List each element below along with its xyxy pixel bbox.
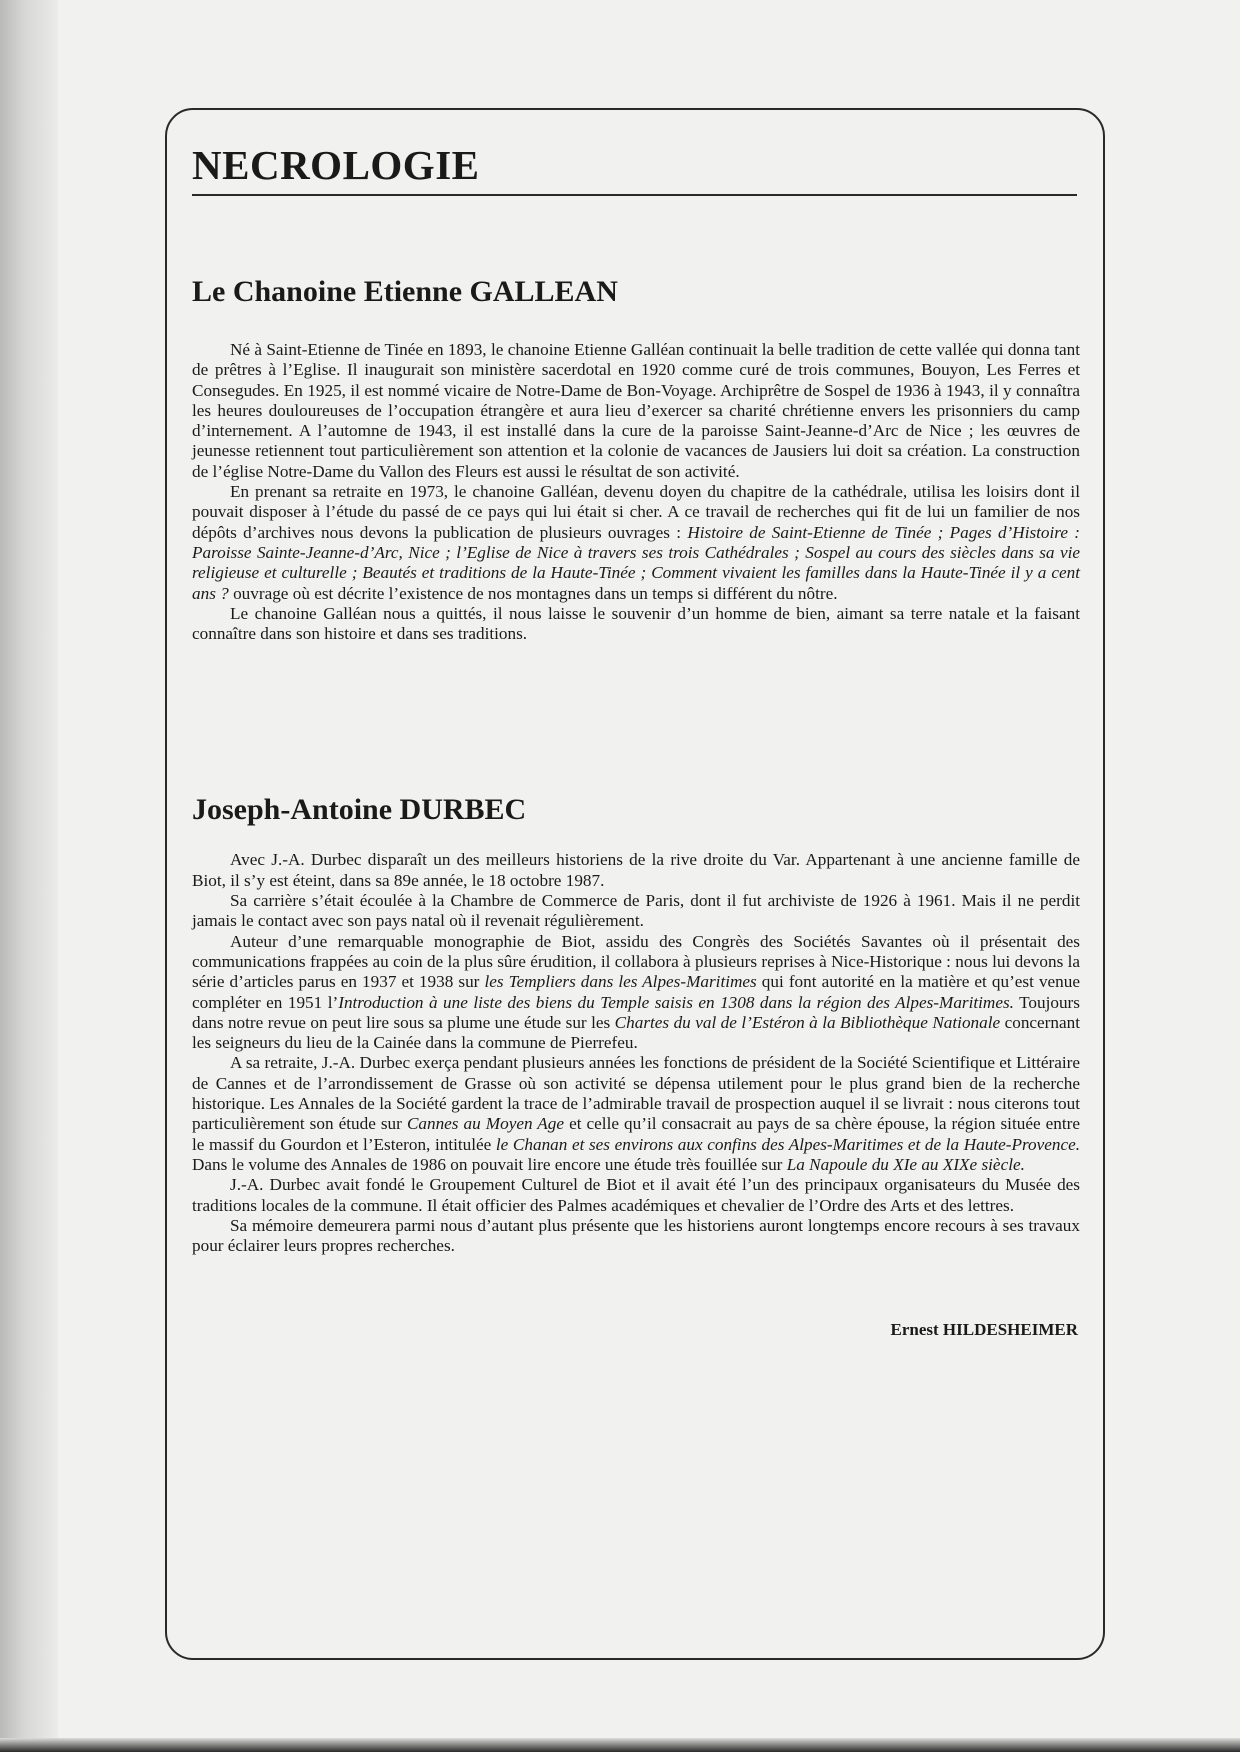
paragraph: Le chanoine Galléan nous a quittés, il nous laisse le souvenir d’un homme de bien, aimant sa terre natale et la faisant connaître dans son histoire et dans ses traditions.: [192, 603, 1080, 644]
author-signature: Ernest HILDESHEIMER: [890, 1320, 1078, 1340]
paragraph: A sa retraite, J.-A. Durbec exerça pendant plusieurs années les fonctions de président de la Société Scientifique et Littéraire de Cannes et de l’arrondissement de Grasse où son activité se dépensa utilement pour le plus grand bien de la recherche historique. Les Annales de la Société gardent la trace de l’admirable travail de prospection auquel il se livrait : nous citerons tout particulièrement son étude sur Cannes au Moyen Age et celle qu’il consacrait au pays de sa chère épouse, la région située entre le massif du Gourdon et l’Esteron, intitulée le Chanan et ses environs aux confins des Alpes-Maritimes et de la Haute-Provence. Dans le volume des Annales de 1986 on pouvait lire encore une étude très fouillée sur La Napoule du XIe au XIXe siècle.: [192, 1053, 1080, 1174]
article-body-durbec: [192, 850, 1080, 1256]
article-heading-durbec: Joseph-Antoine DURBEC: [192, 793, 527, 827]
book-spine-shadow: [0, 0, 58, 1752]
paragraph: Sa mémoire demeurera parmi nous d’autant plus présente que les historiens auront longtemps encore recours à ses travaux pour éclairer leurs propres recherches.: [192, 1215, 1080, 1256]
page-content: [192, 140, 1080, 1340]
paragraph: Avec J.-A. Durbec disparaît un des meilleurs historiens de la rive droite du Var. Appartenant à une ancienne famille de Biot, il s’y est éteint, dans sa 89e année, le 18 octobre 1987.: [192, 850, 1080, 890]
section-title: NECROLOGIE: [192, 140, 1077, 196]
article-heading-gallean: Le Chanoine Etienne GALLEAN: [192, 275, 618, 308]
paragraph: Auteur d’une remarquable monographie de Biot, assidu des Congrès des Sociétés Savantes où il présentait des communications frappées au coin de la plus sûre érudition, il collabora à plusieurs reprises à Nice-Historique : nous lui devons la série d’articles parus en 1937 et 1938 sur les Templiers dans les Alpes-Maritimes qui font autorité en la matière et qu’est venue compléter en 1951 l’Introduction à une liste des biens du Temple saisis en 1308 dans la région des Alpes-Maritimes. Toujours dans notre revue on peut lire sous sa plume une étude sur les Chartes du val de l’Estéron à la Bibliothèque Nationale concernant les seigneurs du lieu de la Cainée dans la commune de Pierrefeu.: [192, 931, 1080, 1053]
paragraph: Né à Saint-Etienne de Tinée en 1893, le chanoine Etienne Galléan continuait la belle tradition de cette vallée qui donna tant de prêtres à l’Eglise. Il inaugurait son ministère sacerdotal en 1920 comme curé de trois communes, Bouyon, Les Ferres et Consegudes. En 1925, il est nommé vicaire de Notre-Dame de Bon-Voyage. Archiprêtre de Sospel de 1936 à 1943, il y connaîtra les heures douloureuses de l’occupation étrangère et aura lieu d’exercer sa charité chrétienne envers les prisonniers du camp d’internement. A l’automne de 1943, il est installé dans la cure de la paroisse Saint-Jeanne-d’Arc de Nice ; les œuvres de jeunesse retiennent tout particulièrement son attention et la colonie de vacances de Jausiers lui doit sa création. La construction de l’église Notre-Dame du Vallon des Fleurs est aussi le résultat de son activité.: [192, 340, 1080, 481]
article-body-gallean: [192, 340, 1080, 644]
page-bottom-edge: [0, 1738, 1240, 1752]
paragraph: J.-A. Durbec avait fondé le Groupement Culturel de Biot et il avait été l’un des principaux organisateurs du Musée des traditions locales de la commune. Il était officier des Palmes académiques et chevalier de l’Ordre des Arts et des lettres.: [192, 1175, 1080, 1215]
paragraph: En prenant sa retraite en 1973, le chanoine Galléan, devenu doyen du chapitre de la cathédrale, utilisa les loisirs dont il pouvait disposer à l’étude du passé de ce pays qui lui était si cher. A ce travail de recherches qui fit de lui un familier de nos dépôts d’archives nous devons la publication de plusieurs ouvrages : Histoire de Saint-Etienne de Tinée ; Pages d’Histoire : Paroisse Sainte-Jeanne-d’Arc, Nice ; l’Eglise de Nice à travers ses trois Cathédrales ; Sospel au cours des siècles dans sa vie religieuse et culturelle ; Beautés et traditions de la Haute-Tinée ; Comment vivaient les familles dans la Haute-Tinée il y a cent ans ? ouvrage où est décrite l’existence de nos montagnes dans un temps si différent du nôtre.: [192, 482, 1080, 603]
paragraph: Sa carrière s’était écoulée à la Chambre de Commerce de Paris, dont il fut archiviste de 1926 à 1961. Mais il ne perdit jamais le contact avec son pays natal où il revenait régulièrement.: [192, 891, 1080, 931]
